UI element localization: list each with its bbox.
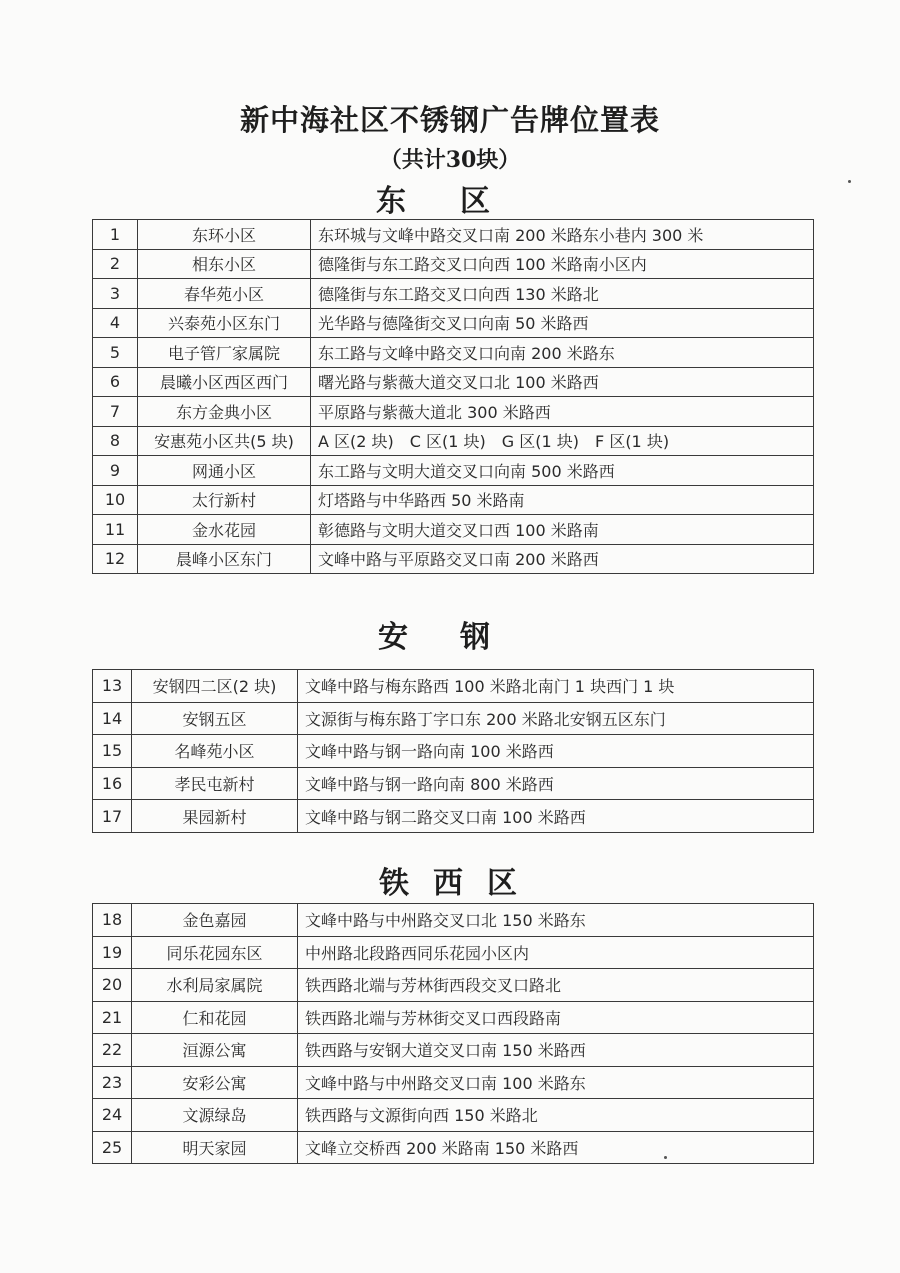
page-title: 新中海社区不锈钢广告牌位置表	[239, 103, 660, 137]
row-number: 17	[93, 800, 132, 833]
table-row	[93, 1066, 814, 1099]
table-row	[93, 904, 814, 937]
community-name: 金水花园	[138, 515, 311, 545]
table-row	[93, 220, 814, 250]
location-text: 中州路北段路西同乐花园小区内	[298, 936, 814, 969]
location-text: 铁西路北端与芳林街交叉口西段路南	[298, 1001, 814, 1034]
community-name: 洹源公寓	[132, 1034, 298, 1067]
location-text: 东工路与文峰中路交叉口向南 200 米路东	[311, 338, 814, 368]
location-text: 东环城与文峰中路交叉口南 200 米路东小巷内 300 米	[311, 220, 814, 250]
table-row	[93, 397, 814, 427]
location-table-tiexi	[92, 903, 814, 1164]
community-name: 安钢四二区(2 块)	[132, 670, 298, 703]
community-name: 名峰苑小区	[132, 735, 298, 768]
community-name: 同乐花园东区	[132, 936, 298, 969]
community-name: 安钢五区	[132, 702, 298, 735]
row-number: 5	[93, 338, 138, 368]
row-number: 2	[93, 249, 138, 279]
community-name: 太行新村	[138, 485, 311, 515]
location-text: 文峰中路与钢一路向南 800 米路西	[298, 767, 814, 800]
community-name: 兴泰苑小区东门	[138, 308, 311, 338]
location-text: 文峰中路与中州路交叉口北 150 米路东	[298, 904, 814, 937]
table-row	[93, 767, 814, 800]
table-row	[93, 1131, 814, 1164]
location-table-east	[92, 219, 814, 574]
table-row	[93, 936, 814, 969]
row-number: 14	[93, 702, 132, 735]
community-name: 金色嘉园	[132, 904, 298, 937]
community-name: 果园新村	[132, 800, 298, 833]
location-text: 曙光路与紫薇大道交叉口北 100 米路西	[311, 367, 814, 397]
table-row	[93, 456, 814, 486]
table-row	[93, 1001, 814, 1034]
row-number: 7	[93, 397, 138, 427]
row-number: 18	[93, 904, 132, 937]
table-row	[93, 735, 814, 768]
table-row	[93, 969, 814, 1002]
row-number: 11	[93, 515, 138, 545]
row-number: 21	[93, 1001, 132, 1034]
table-row	[93, 544, 814, 574]
table-row	[93, 279, 814, 309]
location-text: 文峰中路与钢一路向南 100 米路西	[298, 735, 814, 768]
community-name: 晨峰小区东门	[138, 544, 311, 574]
row-number: 20	[93, 969, 132, 1002]
scan-speck	[848, 180, 851, 183]
community-name: 电子管厂家属院	[138, 338, 311, 368]
scan-speck	[664, 1156, 667, 1159]
section-title-tiexi: 铁西区	[379, 866, 541, 901]
location-text: 铁西路与文源街向西 150 米路北	[298, 1099, 814, 1132]
section-title-angang: 安钢	[378, 620, 542, 655]
table-row	[93, 308, 814, 338]
table-row	[93, 338, 814, 368]
table-row	[93, 249, 814, 279]
table-row	[93, 515, 814, 545]
location-text: 文峰中路与平原路交叉口南 200 米路西	[311, 544, 814, 574]
community-name: 东方金典小区	[138, 397, 311, 427]
location-table-angang	[92, 669, 814, 833]
community-name: 安彩公寓	[132, 1066, 298, 1099]
location-text: 德隆街与东工路交叉口向西 100 米路南小区内	[311, 249, 814, 279]
row-number: 24	[93, 1099, 132, 1132]
table-row	[93, 1034, 814, 1067]
community-name: 网通小区	[138, 456, 311, 486]
row-number: 22	[93, 1034, 132, 1067]
row-number: 4	[93, 308, 138, 338]
section-title-east: 东区	[376, 184, 544, 219]
location-text: 文峰中路与钢二路交叉口南 100 米路西	[298, 800, 814, 833]
table-row	[93, 670, 814, 703]
location-text: 光华路与德隆街交叉口向南 50 米路西	[311, 308, 814, 338]
row-number: 25	[93, 1131, 132, 1164]
community-name: 春华苑小区	[138, 279, 311, 309]
location-text: 铁西路北端与芳林街西段交叉口路北	[298, 969, 814, 1002]
community-name: 相东小区	[138, 249, 311, 279]
row-number: 3	[93, 279, 138, 309]
row-number: 16	[93, 767, 132, 800]
row-number: 6	[93, 367, 138, 397]
location-text: 铁西路与安钢大道交叉口南 150 米路西	[298, 1034, 814, 1067]
community-name: 晨曦小区西区西门	[138, 367, 311, 397]
row-number: 1	[93, 220, 138, 250]
location-text: 文峰立交桥西 200 米路南 150 米路西	[298, 1131, 814, 1164]
row-number: 15	[93, 735, 132, 768]
row-number: 8	[93, 426, 138, 456]
location-text: 彰德路与文明大道交叉口西 100 米路南	[311, 515, 814, 545]
row-number: 23	[93, 1066, 132, 1099]
community-name: 东环小区	[138, 220, 311, 250]
community-name: 水利局家属院	[132, 969, 298, 1002]
location-text: 灯塔路与中华路西 50 米路南	[311, 485, 814, 515]
community-name: 安惠苑小区共(5 块)	[138, 426, 311, 456]
row-number: 13	[93, 670, 132, 703]
table-row	[93, 367, 814, 397]
community-name: 仁和花园	[132, 1001, 298, 1034]
row-number: 10	[93, 485, 138, 515]
page-subtitle: （共计30块）	[379, 147, 521, 173]
community-name: 文源绿岛	[132, 1099, 298, 1132]
row-number: 9	[93, 456, 138, 486]
location-text: A 区(2 块) C 区(1 块) G 区(1 块) F 区(1 块)	[311, 426, 814, 456]
table-row	[93, 1099, 814, 1132]
row-number: 12	[93, 544, 138, 574]
location-text: 东工路与文明大道交叉口向南 500 米路西	[311, 456, 814, 486]
community-name: 孝民屯新村	[132, 767, 298, 800]
table-row	[93, 426, 814, 456]
location-text: 德隆街与东工路交叉口向西 130 米路北	[311, 279, 814, 309]
location-text: 文峰中路与中州路交叉口南 100 米路东	[298, 1066, 814, 1099]
table-row	[93, 702, 814, 735]
location-text: 文源街与梅东路丁字口东 200 米路北安钢五区东门	[298, 702, 814, 735]
location-text: 平原路与紫薇大道北 300 米路西	[311, 397, 814, 427]
table-row	[93, 800, 814, 833]
table-row	[93, 485, 814, 515]
row-number: 19	[93, 936, 132, 969]
location-text: 文峰中路与梅东路西 100 米路北南门 1 块西门 1 块	[298, 670, 814, 703]
community-name: 明天家园	[132, 1131, 298, 1164]
